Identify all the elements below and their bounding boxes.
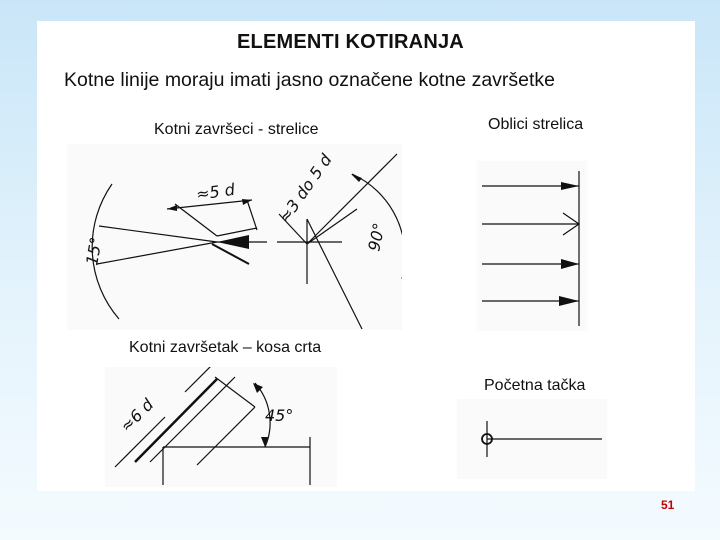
slide-subtitle: Kotne linije moraju imati jasno označene kotne završetke — [64, 69, 556, 91]
oblique-section-label: Kotni završetak – kosa crta — [129, 339, 322, 356]
oblique-stroke-length-label: ≈6 d — [116, 394, 158, 436]
slide — [37, 21, 695, 491]
page-number: 51 — [661, 498, 675, 512]
slide-title: ELEMENTI KOTIRANJA — [237, 31, 464, 53]
origin-point-figure — [457, 399, 607, 479]
origin-section-label: Početna tačka — [484, 377, 586, 394]
arrows-section-label: Kotni završeci - strelice — [154, 121, 319, 138]
arrow-construction-figure — [267, 144, 402, 330]
arrow-shapes-section-label: Oblici strelica — [488, 116, 584, 133]
arrow-construction-angle-label: 90° — [364, 221, 389, 253]
oblique-stroke-figure — [105, 367, 337, 487]
arrow-head-length-label: ≈5 d — [194, 179, 237, 204]
oblique-stroke-angle-label: 45° — [265, 406, 294, 425]
arrow-head-figure — [67, 144, 267, 330]
arrow-head-angle-label: 15° — [82, 235, 106, 267]
arrow-construction-range-label: ≈3 do 5 d — [274, 150, 336, 227]
arrow-shapes-figure — [477, 161, 587, 331]
